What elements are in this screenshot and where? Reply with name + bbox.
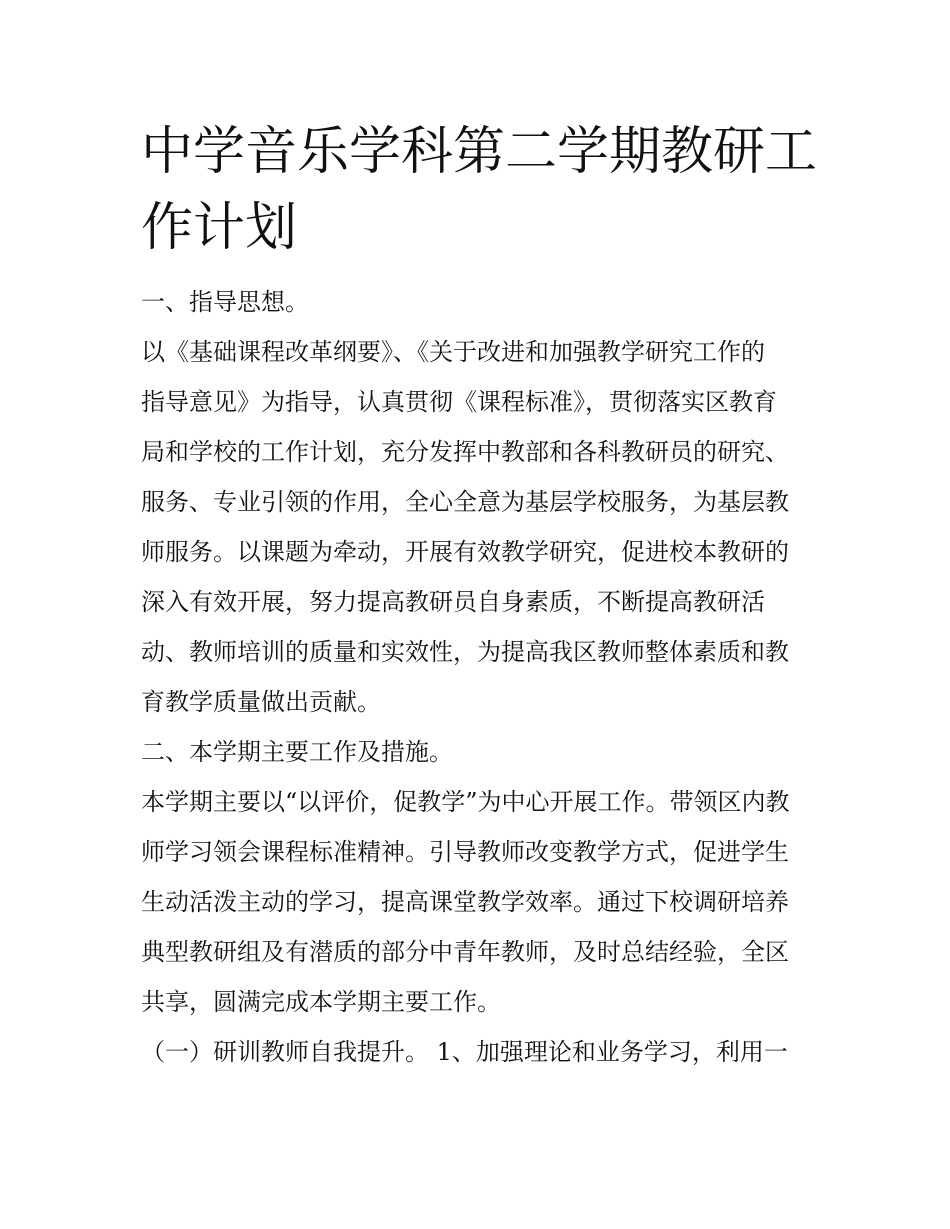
paragraph-line: 本学期主要以“以评价，促教学”为中心开展工作。带领区内教 xyxy=(141,788,790,816)
paragraph-line: 指导意见》为指导，认真贯彻《课程标准》，贯彻落实区教育 xyxy=(141,388,777,416)
paragraph-line: 深入有效开展，努力提高教研员自身素质，不断提高教研活 xyxy=(141,588,765,616)
paragraph-line: 生动活泼主动的学习，提高课堂教学效率。通过下校调研培养 xyxy=(141,888,789,916)
section-heading-main-work: 二、本学期主要工作及措施。 xyxy=(141,738,453,766)
document-title xyxy=(141,114,821,266)
paragraph-line: 育教学质量做出贡献。 xyxy=(141,688,381,716)
title-line: 作计划 xyxy=(141,198,298,258)
paragraph-line: 服务、专业引领的作用，全心全意为基层学校服务，为基层教 xyxy=(141,488,789,516)
subsection-line: （一）研训教师自我提升。 1、加强理论和业务学习，利用一 xyxy=(141,1038,788,1066)
title-line: 中学音乐学科第二学期教研工 xyxy=(141,122,818,182)
paragraph-line: 师学习领会课程标准精神。引导教师改变教学方式，促进学生 xyxy=(141,838,789,866)
paragraph-line: 典型教研组及有潜质的部分中青年教师，及时总结经验，全区 xyxy=(141,938,789,966)
paragraph-line: 以《基础课程改革纲要》、《关于改进和加强教学研究工作的 xyxy=(141,338,765,366)
paragraph-line: 师服务。以课题为牵动，开展有效教学研究，促进校本教研的 xyxy=(141,538,789,566)
paragraph-line: 动、教师培训的质量和实效性，为提高我区教师整体素质和教 xyxy=(141,638,789,666)
paragraph-line: 局和学校的工作计划，充分发挥中教部和各科教研员的研究、 xyxy=(141,438,789,466)
paragraph-line: 共享，圆满完成本学期主要工作。 xyxy=(141,988,501,1016)
section-heading-guiding-ideology: 一、指导思想。 xyxy=(141,288,309,316)
